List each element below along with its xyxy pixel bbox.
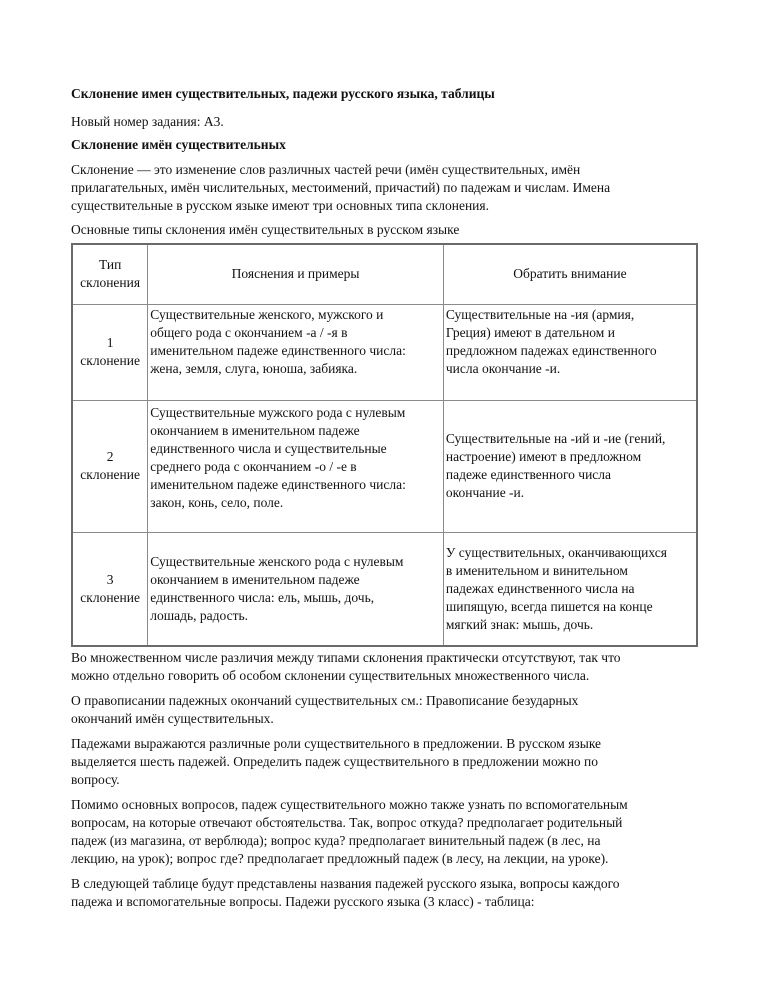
paragraph: Помимо основных вопросов, падеж существительного можно также узнать по вспомогательным вопросам, на которые отвечают обстоятельства. Так, вопрос откуда? предполагает родительный падеж (из магазина, от верблюда); вопрос куда? предполагает винительный падеж (в лес, на лекцию, на урок); вопрос где? предполагает предложный падеж (в лесу, на лекции, на уроке). — [71, 797, 628, 866]
declension-note: У существительных, оканчивающихся в именительном и винительном падежах единственного числа на шипящую, всегда пишется на конце мягкий знак: мышь, дочь. — [443, 532, 697, 646]
table-row — [72, 304, 697, 400]
section-title: Склонение имён существительных — [71, 137, 286, 152]
declension-explanation: Существительные мужского рода с нулевым окончанием в именительном падеже единственного числа и существительные среднего рода с окончанием -о / -е в именительном падеже единственного числа: закон, конь, село, поле. — [148, 400, 444, 532]
declension-type: 3 склонение — [72, 532, 148, 646]
header-note: Обратить внимание — [443, 244, 697, 304]
declension-type: 1 склонение — [72, 304, 148, 400]
declension-note: Существительные на -ий и -ие (гений, настроение) имеют в предложном падеже единственного числа окончание -и. — [443, 400, 697, 532]
declension-note: Существительные на -ия (армия, Греция) имеют в дательном и предложном падежах единственного числа окончание -и. — [443, 304, 697, 400]
intro-paragraph — [71, 161, 699, 215]
paragraph: В следующей таблице будут представлены названия падежей русского языка, вопросы каждого падежа и вспомогательные вопросы. Падежи русского языка (3 класс) - таблица: — [71, 876, 620, 909]
table-caption: Основные типы склонения имён существительных в русском языке — [71, 222, 460, 237]
document-title: Склонение имен существительных, падежи русского языка, таблицы — [71, 86, 495, 101]
intro-line: существительные в русском языке имеют три основных типа склонения. — [71, 198, 489, 213]
declension-type: 2 склонение — [72, 400, 148, 532]
task-number: Новый номер задания: А3. — [71, 114, 224, 129]
declension-explanation: Существительные женского рода с нулевым окончанием в именительном падеже единственного числа: ель, мышь, дочь, лошадь, радость. — [148, 532, 444, 646]
paragraph: О правописании падежных окончаний существительных см.: Правописание безударных окончаний имён существительных. — [71, 693, 579, 726]
header-type: Тип склонения — [72, 244, 148, 304]
header-explanation: Пояснения и примеры — [148, 244, 444, 304]
table-row — [72, 532, 697, 646]
table-row — [72, 400, 697, 532]
table-header-row — [72, 244, 697, 304]
declension-table — [71, 243, 698, 647]
intro-line: Склонение — это изменение слов различных частей речи (имён существительных, имён — [71, 162, 581, 177]
intro-line: прилагательных, имён числительных, местоимений, причастий) по падежам и числам. Имена — [71, 180, 611, 195]
paragraph: Во множественном числе различия между типами склонения практически отсутствуют, так что можно отдельно говорить об особом склонении существительных множественного числа. — [71, 650, 621, 683]
document-page — [71, 85, 699, 911]
declension-explanation: Существительные женского, мужского и общего рода с окончанием -а / -я в именительном падеже единственного числа: жена, земля, слуга, юноша, забияка. — [148, 304, 444, 400]
paragraph: Падежами выражаются различные роли существительного в предложении. В русском языке выделяется шесть падежей. Определить падеж существительного в предложении можно по вопросу. — [71, 736, 602, 787]
